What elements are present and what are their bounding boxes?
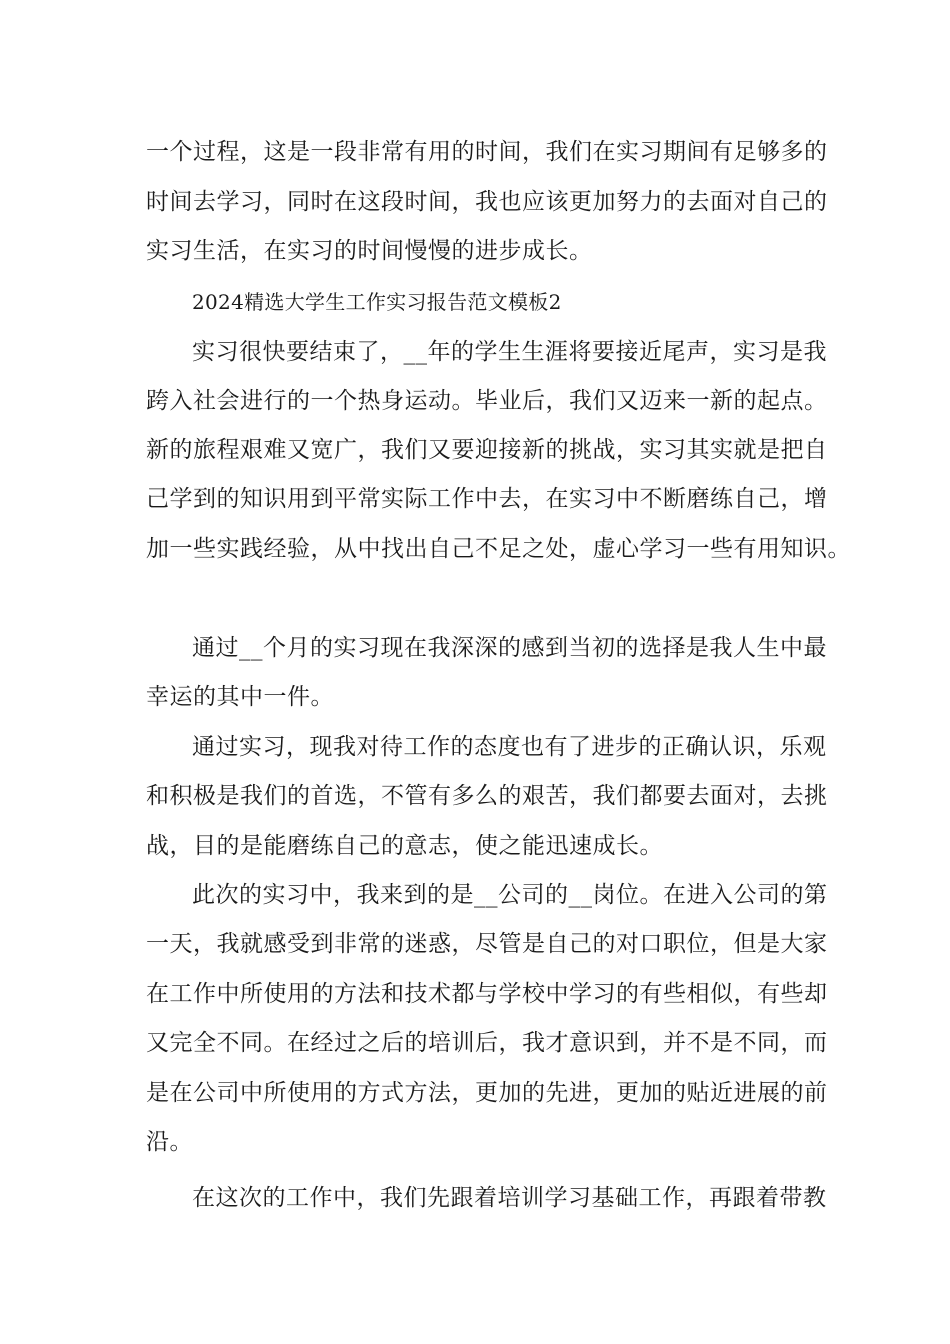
paragraph-line: 跨入社会进行的一个热身运动。毕业后，我们又迈来一新的起点。 — [146, 388, 828, 414]
paragraph-line: 一天，我就感受到非常的迷惑，尽管是自己的对口职位，但是大家 — [146, 931, 828, 957]
paragraph-line: 一个过程，这是一段非常有用的时间，我们在实习期间有足够多的 — [146, 139, 828, 165]
section-title: 2024精选大学生工作实习报告范文模板2 — [192, 290, 562, 314]
paragraph-line: 此次的实习中，我来到的是__公司的__岗位。在进入公司的第 — [192, 882, 828, 908]
paragraph-line: 在这次的工作中，我们先跟着培训学习基础工作，再跟着带教 — [192, 1185, 827, 1211]
paragraph-line: 是在公司中所使用的方式方法，更加的先进，更加的贴近进展的前 — [146, 1080, 828, 1106]
paragraph-line: 新的旅程艰难又宽广，我们又要迎接新的挑战，实习其实就是把自 — [146, 437, 828, 463]
paragraph-line: 战，目的是能磨练自己的意志，使之能迅速成长。 — [146, 833, 663, 859]
paragraph-line: 己学到的知识用到平常实际工作中去，在实习中不断磨练自己，增 — [146, 486, 828, 512]
paragraph-line: 实习生活，在实习的时间慢慢的进步成长。 — [146, 238, 593, 264]
paragraph-line: 时间去学习，同时在这段时间，我也应该更加努力的去面对自己的 — [146, 189, 828, 215]
paragraph-line: 沿。 — [146, 1129, 193, 1155]
paragraph-line: 又完全不同。在经过之后的培训后，我才意识到，并不是不同，而 — [146, 1030, 828, 1056]
paragraph-line: 幸运的其中一件。 — [146, 684, 334, 710]
paragraph-line: 和积极是我们的首选，不管有多么的艰苦，我们都要去面对，去挑 — [146, 783, 828, 809]
paragraph-line: 通过__个月的实习现在我深深的感到当初的选择是我人生中最 — [192, 635, 827, 661]
paragraph-line: 实习很快要结束了，__年的学生生涯将要接近尾声，实习是我 — [192, 339, 827, 365]
paragraph-line: 在工作中所使用的方法和技术都与学校中学习的有些相似，有些却 — [146, 981, 828, 1007]
paragraph-line: 加一些实践经验，从中找出自己不足之处，虚心学习一些有用知识。 — [146, 536, 851, 562]
paragraph-line: 通过实习，现我对待工作的态度也有了进步的正确认识，乐观 — [192, 734, 827, 760]
